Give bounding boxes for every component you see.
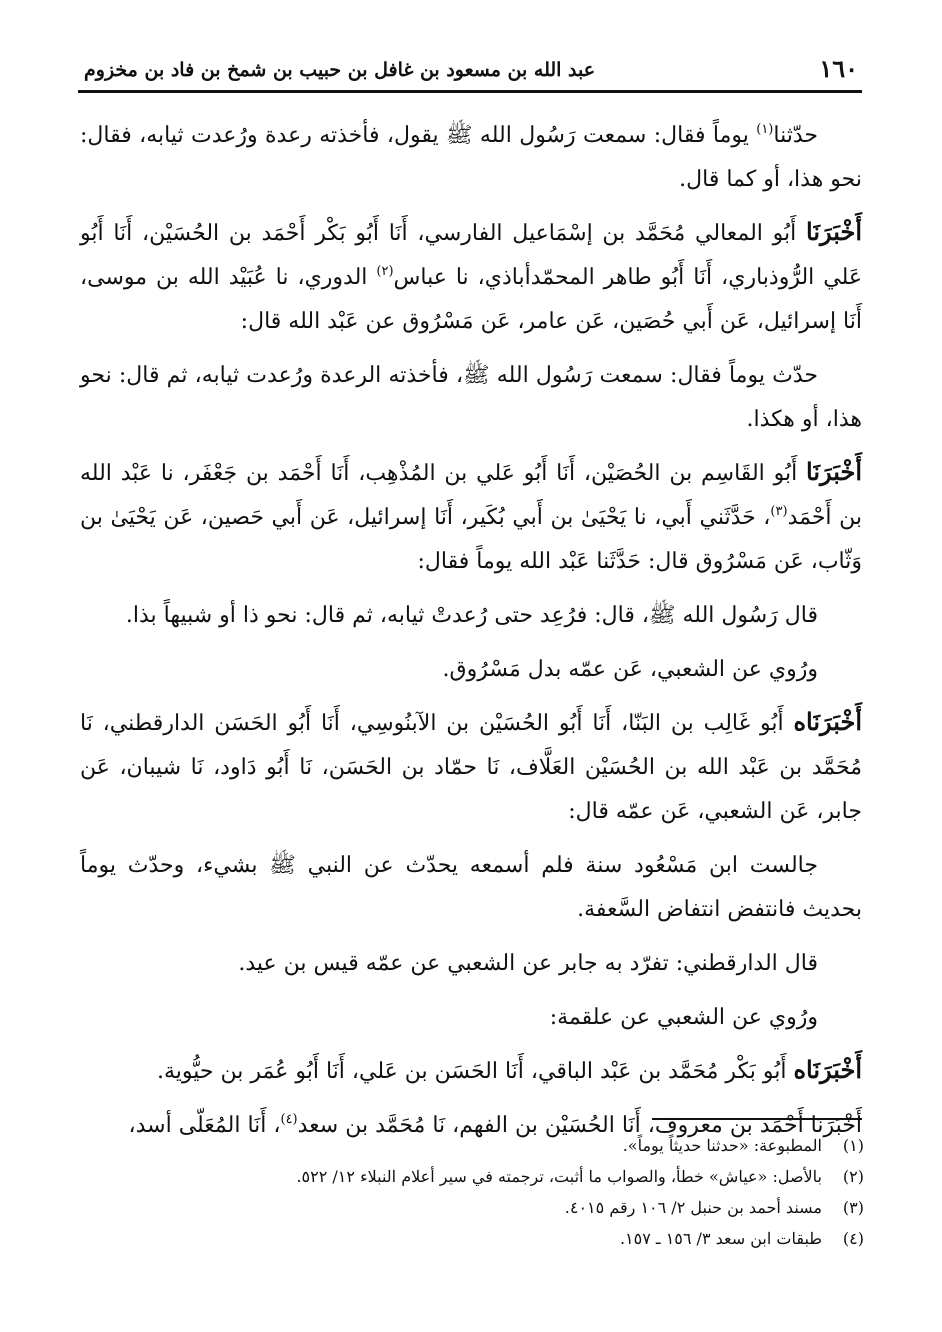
paragraph-5 bbox=[80, 592, 862, 638]
paragraph-text-start: ورُوي عن الشعبي عن علقمة: bbox=[549, 1005, 818, 1030]
footnote-ref-1[interactable]: (١) bbox=[756, 122, 774, 137]
paragraph-text-rest: يوماً فقال: سمعت رَسُول الله ﷺ يقول، فأخذته رعدة ورُعدت ثيابه، فقال: نحو هذا، أو كما قال. bbox=[80, 123, 862, 192]
paragraph-text-start: ورُوي عن الشعبي، عَن عمّه بدل مَسْرُوق. bbox=[442, 657, 818, 682]
paragraph-text-start: أَخْبَرَنَا أَحْمَد بن معروف، أَنَا الحُسَيْن بن الفهم، نَا مُحَمَّد بن سعد bbox=[297, 1113, 862, 1138]
paragraph-2 bbox=[80, 210, 862, 344]
paragraph-text-start: حدّث يوماً فقال: سمعت رَسُول الله ﷺ، فأخذته الرعدة ورُعدت ثيابه، ثم قال: نحو هذا، أو هكذا. bbox=[80, 363, 862, 432]
footnote-2 bbox=[80, 1161, 864, 1192]
footnote-ref-3[interactable]: (٣) bbox=[770, 504, 788, 519]
paragraph-1 bbox=[80, 112, 862, 202]
paragraph-text-start: أَبُو القَاسِم بن الحُصَيْن، أَنَا أَبُو عَلي بن المُذْهِب، أَنَا أَحْمَد بن جَعْفَر، نا عَبْد الله بن أَحْمَد bbox=[80, 461, 862, 530]
main-text bbox=[80, 112, 862, 1156]
footnote-ref-4[interactable]: (٤) bbox=[280, 1112, 298, 1127]
paragraph-11 bbox=[80, 1048, 862, 1094]
page-header bbox=[78, 54, 862, 93]
footnotes bbox=[80, 1130, 864, 1254]
paragraph-4 bbox=[80, 450, 862, 584]
paragraph-text-start: أَبُو غَالِب بن البَنّا، أَنَا أَبُو الحُسَيْن بن الآبنُوسِي، أَنَا أَبُو الحَسَن الدارقطني، نَا مُحَمَّد بن عَبْد الله بن الحُسَيْن العَلَّاف، نَا حمّاد بن الحَسَن، نَا أَبُو دَاود، نَا شيبان، عَن جابر، عَن الشعبي، عَن عمّه قال: bbox=[80, 711, 862, 824]
paragraph-text-start: قال رَسُول الله ﷺ، قال: فرُعِد حتى رُعدتْ ثيابه، ثم قال: نحو ذا أو شبيهاً بذا. bbox=[125, 603, 818, 628]
footnote-text: مسند أحمد بن حنبل ٢/ ١٠٦ رقم ٤٠١٥. bbox=[564, 1198, 822, 1217]
paragraph-3 bbox=[80, 352, 862, 442]
paragraph-text-rest: ، حَدَّثَني أَبي، نا يَحْيَىٰ بن أَبي بُكَير، أَنَا إسرائيل، عَن أَبي حَصين، عَن يَحْيَىٰ بن وَثّاب، عَن مَسْرُوق قال: حَدَّثَنا عَبْد الله يوماً فقال: bbox=[80, 505, 862, 574]
footnote-4 bbox=[80, 1223, 864, 1254]
footnote-number: (٣) bbox=[842, 1198, 864, 1217]
page-number: ١٦٠ bbox=[819, 54, 858, 83]
narration-keyword: أَخْبَرَنَاه bbox=[793, 707, 862, 736]
paragraph-8 bbox=[80, 842, 862, 932]
paragraph-7 bbox=[80, 700, 862, 834]
paragraph-10 bbox=[80, 994, 862, 1040]
paragraph-9 bbox=[80, 940, 862, 986]
paragraph-text-rest: الدوري، نا عُبَيْد الله بن موسى، أَنَا إسرائيل، عَن أَبي حُصَين، عَن عامر، عَن مَسْرُوق عن عَبْد الله قال: bbox=[80, 265, 862, 334]
footnote-3 bbox=[80, 1192, 864, 1223]
paragraph-text-start: قال الدارقطني: تفرّد به جابر عن الشعبي عن عمّه قيس بن عيد. bbox=[238, 951, 818, 976]
paragraph-text-start: أَبُو المعالي مُحَمَّد بن إسْمَاعيل الفارسي، أَنَا أَبُو بَكْر أَحْمَد بن الحُسَيْن، أَنَا أَبُو عَلي الرُّوذباري، أَنَا أَبُو طاهر المحمّدأباذي، نا عباس bbox=[80, 221, 863, 290]
footnote-text: المطبوعة: «حدثنا حديثاً يوماً». bbox=[622, 1136, 822, 1155]
footnote-divider bbox=[652, 1118, 862, 1120]
footnote-ref-2[interactable]: (٢) bbox=[376, 264, 394, 279]
footnote-1 bbox=[80, 1130, 864, 1161]
paragraph-text-start: جالست ابن مَسْعُود سنة فلم أسمعه يحدّث عن النبي ﷺ بشيء، وحدّث يوماً بحديث فانتفض انتفاض السَّعفة. bbox=[80, 853, 862, 922]
paragraph-text-start: أَبُو بَكْر مُحَمَّد بن عَبْد الباقي، أَنَا الحَسَن بن عَلي، أَنَا أَبُو عُمَر بن حيُّوية. bbox=[157, 1059, 794, 1084]
footnote-number: (٤) bbox=[842, 1229, 864, 1248]
paragraph-text-start: حدّثنا bbox=[773, 123, 818, 148]
paragraph-text-rest: ، أَنَا المُعَلّى أسد، bbox=[128, 1113, 281, 1138]
footnote-text: طبقات ابن سعد ٣/ ١٥٦ ـ ١٥٧. bbox=[619, 1229, 822, 1248]
footnote-text: بالأصل: «عياش» خطأ، والصواب ما أثبت، ترجمته في سير أعلام النبلاء ١٢/ ٥٢٢. bbox=[296, 1167, 822, 1186]
narration-keyword: أَخْبَرَنَا bbox=[806, 457, 862, 486]
footnote-number: (١) bbox=[842, 1136, 864, 1155]
narration-keyword: أَخْبَرَنَا bbox=[806, 217, 862, 246]
footnote-number: (٢) bbox=[842, 1167, 864, 1186]
narration-keyword: أَخْبَرَنَاه bbox=[793, 1055, 862, 1084]
running-title: عبد الله بن مسعود بن غافل بن حبيب بن شمخ بن فاد بن مخزوم bbox=[84, 59, 596, 81]
paragraph-6 bbox=[80, 646, 862, 692]
